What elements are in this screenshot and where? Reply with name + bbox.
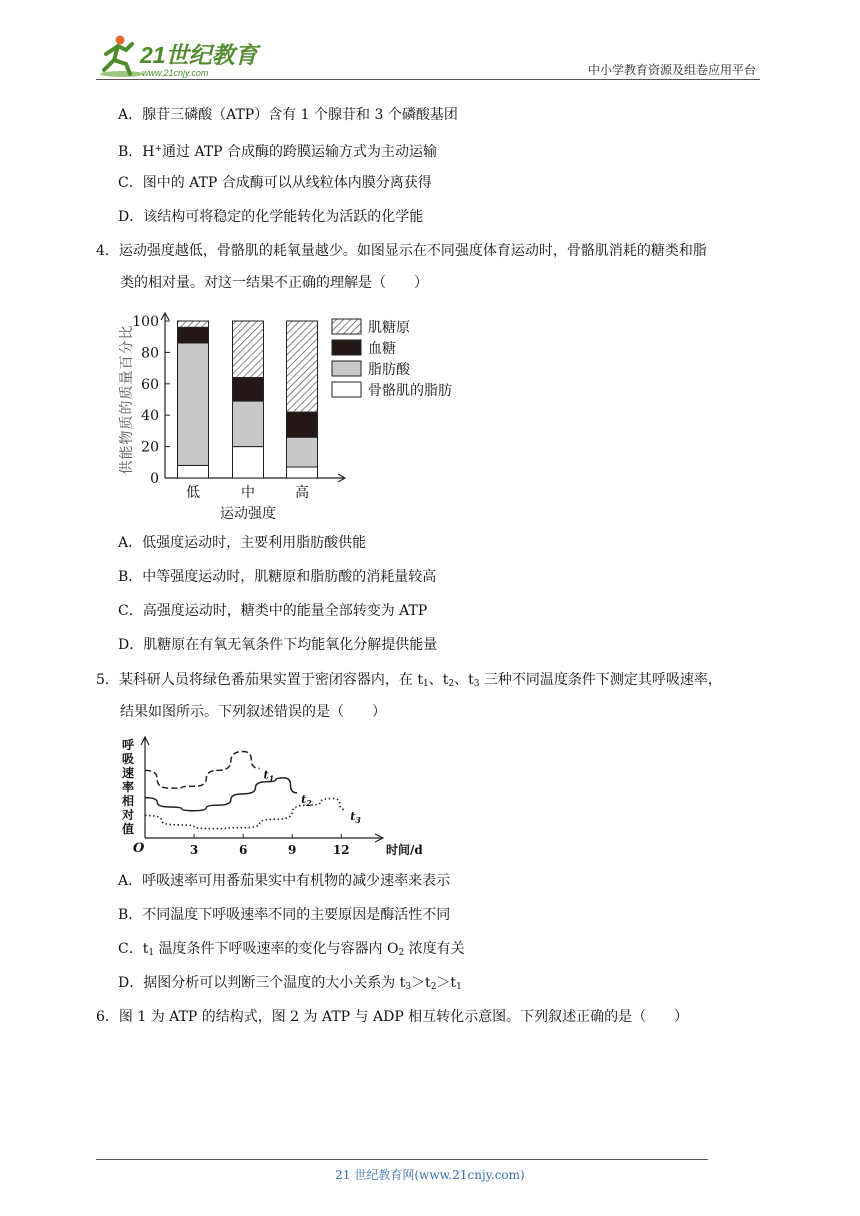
legend-label: 脂肪酸 — [368, 362, 410, 378]
x-tick-label: 3 — [189, 843, 199, 857]
q6-stem-line1: 6．图 1 为 ATP 的结构式，图 2 为 ATP 与 ADP 相互转化示意图。下列叙述正确的是（ ） — [96, 1009, 689, 1025]
q3-option-d: D．该结构可将稳定的化学能转化为活跃的化学能 — [118, 209, 424, 225]
x-tick-label: 低 — [186, 485, 200, 501]
x-tick-label: 6 — [238, 843, 248, 857]
q4-stem-line2: 类的相对量。对这一结果不正确的理解是（ ） — [120, 275, 428, 291]
y-tick-label: 80 — [141, 345, 159, 362]
series-label-t3: $t_3$ — [350, 809, 361, 825]
series-line-t3 — [145, 799, 346, 829]
bar-segment-低-0 — [178, 465, 209, 478]
legend-swatch — [332, 319, 361, 334]
bar-segment-中-2 — [233, 378, 264, 402]
q5-stem-line2: 结果如图所示。下列叙述错误的是（ ） — [120, 704, 386, 720]
logo-text: 21世纪教育 — [140, 42, 258, 68]
site-logo — [96, 30, 266, 82]
y-tick-label: 0 — [150, 471, 159, 487]
bar-segment-中-0 — [233, 447, 264, 478]
header-platform-text: 中小学教育资源及组卷应用平台 — [587, 63, 756, 77]
q3-option-a: A．腺苷三磷酸（ATP）含有 1 个腺苷和 3 个磷酸基团 — [118, 107, 458, 123]
legend-swatch — [332, 361, 361, 376]
bar-segment-高-2 — [287, 412, 318, 437]
q5-option-d: D．据图分析可以判断三个温度的大小关系为 $t_3>t_2>t_1$ — [118, 975, 462, 992]
y-tick-label: 100 — [132, 314, 159, 330]
q5-option-b: B．不同温度下呼吸速率不同的主要原因是酶活性不同 — [118, 907, 451, 923]
q5-option-a: A．呼吸速率可用番茄果实中有机物的减少速率来表示 — [118, 873, 451, 889]
series-label-t1: $t_1$ — [263, 768, 275, 784]
q3-option-c: C．图中的 ATP 合成酶可以从线粒体内膜分离获得 — [118, 175, 432, 191]
series-label-t2: $t_2$ — [301, 792, 312, 808]
footer-site-text: 21 世纪教育网(www.21cnjy.com) — [335, 1168, 525, 1182]
logo-url-text: www.21cnjy.com — [142, 68, 209, 78]
q5-stem-line1: 5．某科研人员将绿色番茄果实置于密闭容器内，在 $t_1$、$t_2$、$t_3$ 三种不同温度条件下测定其呼吸速率， — [96, 672, 722, 689]
y-tick-label: 60 — [141, 376, 159, 393]
legend-swatch — [332, 382, 361, 397]
legend-swatch — [332, 340, 361, 355]
origin-label: O — [133, 841, 145, 856]
bar-segment-高-3 — [287, 321, 318, 412]
logo-swoosh — [100, 71, 144, 77]
bar-segment-中-3 — [233, 321, 264, 378]
logo-runner-head — [116, 36, 125, 45]
q4-option-c: C．高强度运动时，糖类中的能量全部转变为 ATP — [118, 603, 428, 619]
bar-segment-低-2 — [178, 327, 209, 343]
q5-option-c: C．$t_1$ 温度条件下呼吸速率的变化与容器内 $O_2$ 浓度有关 — [118, 941, 465, 958]
legend-label: 血糖 — [368, 341, 396, 357]
logo-runner-body — [104, 44, 132, 74]
x-tick-label: 9 — [288, 843, 297, 857]
q4-stacked-bar-chart — [112, 310, 472, 525]
bar-segment-低-1 — [178, 343, 209, 465]
x-tick-label: 中 — [241, 485, 255, 501]
q4-option-b: B．中等强度运动时，肌糖原和脂肪酸的消耗量较高 — [118, 569, 437, 585]
y-axis-label: 供能物质的质量百分比 — [119, 324, 135, 475]
q4-option-d: D．肌糖原在有氧无氧条件下均能氧化分解提供能量 — [118, 637, 438, 653]
q4-stem-line1: 4．运动强度越低，骨骼肌的耗氧量越少。如图显示在不同强度体育运动时，骨骼肌消耗的糖类和脂 — [96, 243, 707, 259]
y-tick-label: 40 — [141, 408, 159, 425]
x-axis-label: 时间/d — [386, 843, 423, 857]
series-line-t1 — [145, 752, 260, 789]
x-tick-label: 高 — [295, 485, 309, 501]
x-axis-label: 运动强度 — [220, 506, 276, 522]
bar-segment-高-1 — [287, 437, 318, 467]
y-axis-label: 呼吸速率相对值 — [122, 738, 135, 836]
header-divider — [96, 79, 760, 80]
y-tick-label: 20 — [141, 439, 159, 456]
bar-segment-高-0 — [287, 467, 318, 478]
series-line-t2 — [145, 778, 297, 811]
footer-divider — [96, 1159, 708, 1160]
q3-option-b: B．H+通过 ATP 合成酶的跨膜运输方式为主动运输 — [118, 144, 438, 160]
bar-segment-低-3 — [178, 321, 209, 327]
bar-segment-中-1 — [233, 401, 264, 447]
legend-label: 骨骼肌的脂肪 — [368, 383, 452, 399]
x-tick-label: 12 — [332, 843, 350, 857]
legend-label: 肌糖原 — [368, 320, 410, 336]
q5-respiration-line-chart — [112, 734, 432, 864]
q4-option-a: A．低强度运动时，主要利用脂肪酸供能 — [118, 535, 367, 551]
